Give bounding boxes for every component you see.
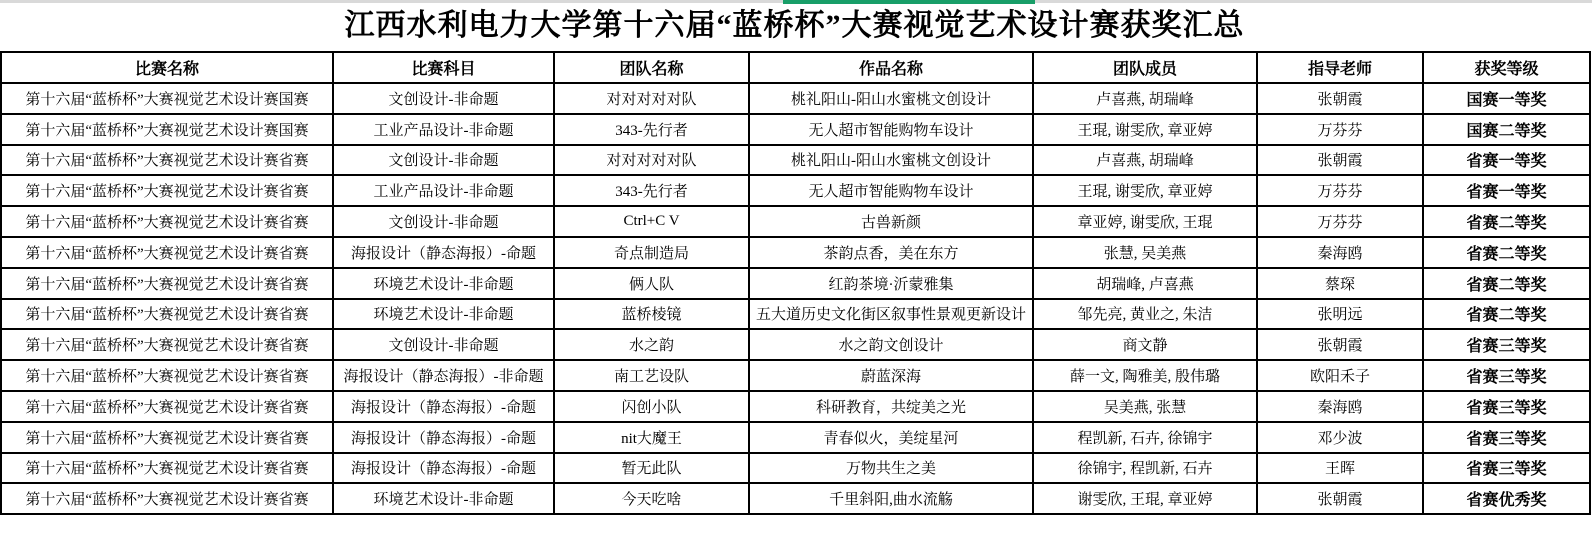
- cell-teacher[interactable]: 张朝霞: [1257, 483, 1423, 514]
- cell-award[interactable]: 省赛二等奖: [1423, 237, 1590, 268]
- cell-subject[interactable]: 海报设计（静态海报）-命题: [333, 391, 554, 422]
- cell-subject[interactable]: 工业产品设计-非命题: [333, 175, 554, 206]
- cell-teacher[interactable]: 欧阳禾子: [1257, 360, 1423, 391]
- column-header-award[interactable]: 获奖等级: [1423, 52, 1590, 83]
- cell-members[interactable]: 薛一文, 陶雅美, 殷伟璐: [1033, 360, 1257, 391]
- cell-team[interactable]: 俩人队: [554, 268, 749, 299]
- cell-members[interactable]: 谢雯欣, 王琨, 章亚婷: [1033, 483, 1257, 514]
- cell-work[interactable]: 蔚蓝深海: [749, 360, 1033, 391]
- cell-teacher[interactable]: 秦海鸥: [1257, 391, 1423, 422]
- cell-members[interactable]: 卢喜燕, 胡瑞峰: [1033, 145, 1257, 176]
- table-row: [1, 268, 1590, 299]
- cell-work[interactable]: 桃礼阳山-阳山水蜜桃文创设计: [749, 145, 1033, 176]
- cell-competition[interactable]: 第十六届“蓝桥杯”大赛视觉艺术设计赛省赛: [1, 175, 333, 206]
- top-strip: [0, 0, 1592, 3]
- cell-team[interactable]: 闪创小队: [554, 391, 749, 422]
- cell-subject[interactable]: 工业产品设计-非命题: [333, 114, 554, 145]
- cell-teacher[interactable]: 蔡琛: [1257, 268, 1423, 299]
- table-row: [1, 206, 1590, 237]
- table-row: [1, 299, 1590, 330]
- table-row: [1, 83, 1590, 114]
- cell-teacher[interactable]: 张朝霞: [1257, 145, 1423, 176]
- column-header-teacher[interactable]: 指导老师: [1257, 52, 1423, 83]
- cell-members[interactable]: 王琨, 谢雯欣, 章亚婷: [1033, 114, 1257, 145]
- cell-work[interactable]: 科研教育，共绽美之光: [749, 391, 1033, 422]
- column-header-team[interactable]: 团队名称: [554, 52, 749, 83]
- cell-award[interactable]: 省赛一等奖: [1423, 175, 1590, 206]
- cell-members[interactable]: 胡瑞峰, 卢喜燕: [1033, 268, 1257, 299]
- cell-work[interactable]: 茶韵点香，美在东方: [749, 237, 1033, 268]
- cell-work[interactable]: 桃礼阳山-阳山水蜜桃文创设计: [749, 83, 1033, 114]
- table-row: [1, 422, 1590, 453]
- cell-subject[interactable]: 环境艺术设计-非命题: [333, 268, 554, 299]
- cell-members[interactable]: 徐锦宇, 程凯新, 石卉: [1033, 453, 1257, 484]
- cell-work[interactable]: 无人超市智能购物车设计: [749, 175, 1033, 206]
- cell-members[interactable]: 邹先亮, 黄业之, 朱洁: [1033, 299, 1257, 330]
- cell-members[interactable]: 王琨, 谢雯欣, 章亚婷: [1033, 175, 1257, 206]
- cell-teacher[interactable]: 张明远: [1257, 299, 1423, 330]
- cell-teacher[interactable]: 邓少波: [1257, 422, 1423, 453]
- cell-work[interactable]: 红韵茶境·沂蒙雅集: [749, 268, 1033, 299]
- cell-work[interactable]: 五大道历史文化街区叙事性景观更新设计: [749, 299, 1033, 330]
- cell-teacher[interactable]: 王晖: [1257, 453, 1423, 484]
- cell-subject[interactable]: 文创设计-非命题: [333, 145, 554, 176]
- cell-competition[interactable]: 第十六届“蓝桥杯”大赛视觉艺术设计赛省赛: [1, 268, 333, 299]
- cell-award[interactable]: 省赛三等奖: [1423, 391, 1590, 422]
- cell-teacher[interactable]: 万芬芬: [1257, 175, 1423, 206]
- cell-award[interactable]: 省赛三等奖: [1423, 329, 1590, 360]
- cell-award[interactable]: 国赛一等奖: [1423, 83, 1590, 114]
- header-row: [1, 52, 1590, 83]
- cell-award[interactable]: 省赛优秀奖: [1423, 483, 1590, 514]
- cell-competition[interactable]: 第十六届“蓝桥杯”大赛视觉艺术设计赛省赛: [1, 360, 333, 391]
- cell-members[interactable]: 章亚婷, 谢雯欣, 王琨: [1033, 206, 1257, 237]
- cell-competition[interactable]: 第十六届“蓝桥杯”大赛视觉艺术设计赛省赛: [1, 422, 333, 453]
- column-header-work[interactable]: 作品名称: [749, 52, 1033, 83]
- cell-award[interactable]: 省赛一等奖: [1423, 145, 1590, 176]
- column-header-subject[interactable]: 比赛科目: [333, 52, 554, 83]
- cell-competition[interactable]: 第十六届“蓝桥杯”大赛视觉艺术设计赛省赛: [1, 237, 333, 268]
- cell-teacher[interactable]: 张朝霞: [1257, 329, 1423, 360]
- cell-competition[interactable]: 第十六届“蓝桥杯”大赛视觉艺术设计赛省赛: [1, 299, 333, 330]
- column-header-members[interactable]: 团队成员: [1033, 52, 1257, 83]
- cell-competition[interactable]: 第十六届“蓝桥杯”大赛视觉艺术设计赛省赛: [1, 391, 333, 422]
- cell-competition[interactable]: 第十六届“蓝桥杯”大赛视觉艺术设计赛省赛: [1, 483, 333, 514]
- table-row: [1, 237, 1590, 268]
- table-row: [1, 175, 1590, 206]
- cell-team[interactable]: 奇点制造局: [554, 237, 749, 268]
- cell-team[interactable]: Ctrl+C V: [554, 206, 749, 237]
- cell-award[interactable]: 省赛三等奖: [1423, 360, 1590, 391]
- cell-award[interactable]: 国赛二等奖: [1423, 114, 1590, 145]
- cell-subject[interactable]: 海报设计（静态海报）-命题: [333, 422, 554, 453]
- cell-award[interactable]: 省赛三等奖: [1423, 453, 1590, 484]
- cell-competition[interactable]: 第十六届“蓝桥杯”大赛视觉艺术设计赛国赛: [1, 114, 333, 145]
- cell-competition[interactable]: 第十六届“蓝桥杯”大赛视觉艺术设计赛省赛: [1, 329, 333, 360]
- cell-award[interactable]: 省赛二等奖: [1423, 206, 1590, 237]
- cell-competition[interactable]: 第十六届“蓝桥杯”大赛视觉艺术设计赛国赛: [1, 83, 333, 114]
- cell-team[interactable]: 今天吃啥: [554, 483, 749, 514]
- page-title: 江西水利电力大学第十六届“蓝桥杯”大赛视觉艺术设计赛获奖汇总: [344, 9, 1245, 42]
- cell-competition[interactable]: 第十六届“蓝桥杯”大赛视觉艺术设计赛省赛: [1, 145, 333, 176]
- cell-teacher[interactable]: 秦海鸥: [1257, 237, 1423, 268]
- sheet-tab-indicator: [783, 0, 1035, 4]
- table-body: [1, 83, 1590, 514]
- cell-subject[interactable]: 环境艺术设计-非命题: [333, 483, 554, 514]
- table-row: [1, 114, 1590, 145]
- column-header-competition[interactable]: 比赛名称: [1, 52, 333, 83]
- cell-team[interactable]: 343-先行者: [554, 175, 749, 206]
- table-row: [1, 145, 1590, 176]
- cell-subject[interactable]: 海报设计（静态海报）-非命题: [333, 360, 554, 391]
- cell-members[interactable]: 程凯新, 石卉, 徐锦宇: [1033, 422, 1257, 453]
- table-row: [1, 360, 1590, 391]
- cell-competition[interactable]: 第十六届“蓝桥杯”大赛视觉艺术设计赛省赛: [1, 453, 333, 484]
- cell-subject[interactable]: 文创设计-非命题: [333, 329, 554, 360]
- awards-table: [0, 51, 1591, 515]
- table-row: [1, 453, 1590, 484]
- cell-members[interactable]: 卢喜燕, 胡瑞峰: [1033, 83, 1257, 114]
- cell-team[interactable]: 对对对对对队: [554, 83, 749, 114]
- cell-subject[interactable]: 海报设计（静态海报）-命题: [333, 453, 554, 484]
- cell-award[interactable]: 省赛二等奖: [1423, 299, 1590, 330]
- cell-team[interactable]: 蓝桥棱镜: [554, 299, 749, 330]
- cell-award[interactable]: 省赛二等奖: [1423, 268, 1590, 299]
- cell-work[interactable]: 古兽新颜: [749, 206, 1033, 237]
- cell-team[interactable]: 暂无此队: [554, 453, 749, 484]
- cell-members[interactable]: 吴美燕, 张慧: [1033, 391, 1257, 422]
- cell-members[interactable]: 张慧, 吴美燕: [1033, 237, 1257, 268]
- cell-team[interactable]: 南工艺设队: [554, 360, 749, 391]
- cell-members[interactable]: 商文静: [1033, 329, 1257, 360]
- cell-work[interactable]: 无人超市智能购物车设计: [749, 114, 1033, 145]
- cell-teacher[interactable]: 万芬芬: [1257, 206, 1423, 237]
- cell-subject[interactable]: 环境艺术设计-非命题: [333, 299, 554, 330]
- cell-team[interactable]: 水之韵: [554, 329, 749, 360]
- cell-teacher[interactable]: 万芬芬: [1257, 114, 1423, 145]
- cell-work[interactable]: 千里斜阳,曲水流觞: [749, 483, 1033, 514]
- table-row: [1, 483, 1590, 514]
- cell-work[interactable]: 水之韵文创设计: [749, 329, 1033, 360]
- cell-teacher[interactable]: 张朝霞: [1257, 83, 1423, 114]
- cell-competition[interactable]: 第十六届“蓝桥杯”大赛视觉艺术设计赛省赛: [1, 206, 333, 237]
- cell-work[interactable]: 万物共生之美: [749, 453, 1033, 484]
- cell-work[interactable]: 青春似火，美绽星河: [749, 422, 1033, 453]
- table-row: [1, 391, 1590, 422]
- table-row: [1, 329, 1590, 360]
- cell-team[interactable]: nit大魔王: [554, 422, 749, 453]
- cell-subject[interactable]: 文创设计-非命题: [333, 83, 554, 114]
- cell-subject[interactable]: 海报设计（静态海报）-命题: [333, 237, 554, 268]
- cell-subject[interactable]: 文创设计-非命题: [333, 206, 554, 237]
- cell-team[interactable]: 对对对对对队: [554, 145, 749, 176]
- cell-team[interactable]: 343-先行者: [554, 114, 749, 145]
- cell-award[interactable]: 省赛三等奖: [1423, 422, 1590, 453]
